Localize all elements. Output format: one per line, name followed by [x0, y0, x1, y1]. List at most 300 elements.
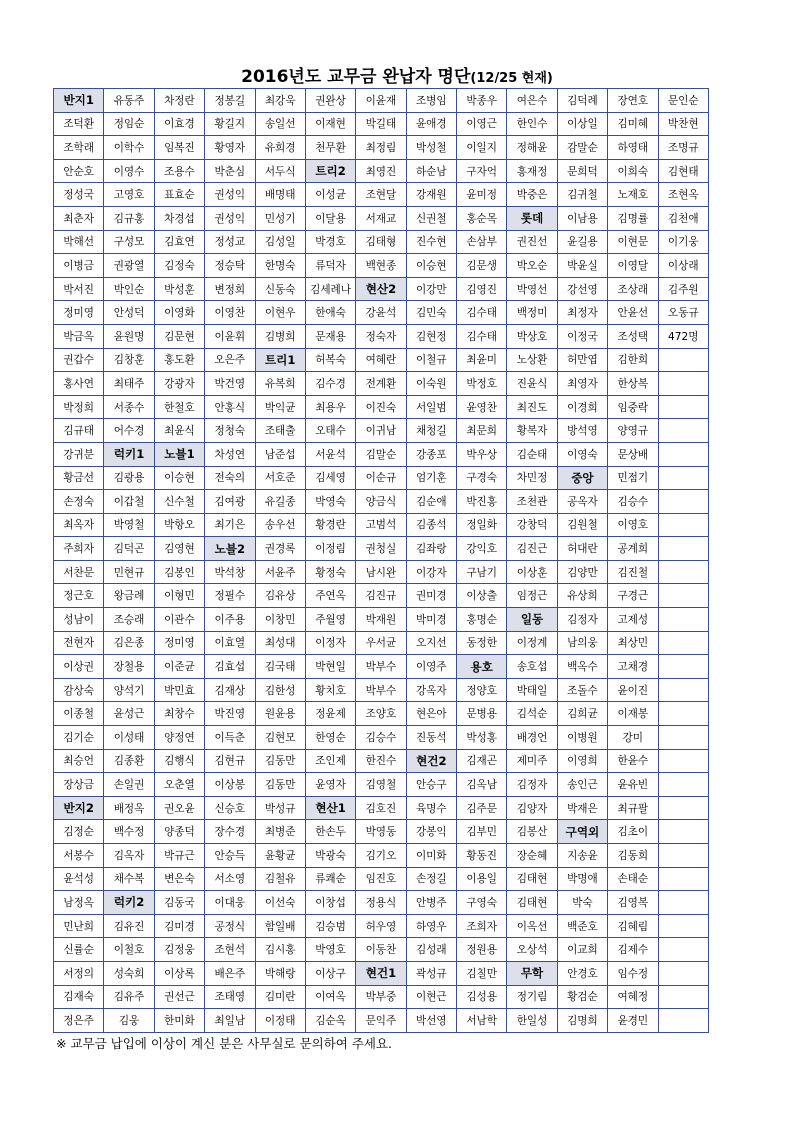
name-cell: 한윤수	[608, 749, 658, 773]
name-cell: 차정란	[154, 89, 204, 113]
name-cell: 박건영	[205, 372, 255, 396]
name-cell: 고제성	[608, 608, 658, 632]
name-cell: 김좌랑	[406, 537, 456, 561]
name-cell: 박진영	[205, 702, 255, 726]
name-cell: 정기림	[507, 985, 557, 1009]
name-cell: 이현근	[406, 985, 456, 1009]
name-cell: 이성균	[305, 183, 355, 207]
name-cell: 조병임	[406, 89, 456, 113]
table-row	[54, 820, 709, 844]
name-cell: 김옥자	[104, 844, 154, 868]
name-cell: 박윤실	[557, 254, 607, 278]
name-cell: 김덕곤	[104, 537, 154, 561]
name-cell: 최윤식	[154, 419, 204, 443]
name-cell: 김봉산	[507, 820, 557, 844]
name-cell: 김성일	[255, 230, 305, 254]
name-cell: 최윤미	[457, 348, 507, 372]
name-cell: 배경언	[507, 726, 557, 750]
name-cell: 양정연	[154, 726, 204, 750]
name-cell: 김민숙	[406, 301, 456, 325]
name-cell: 김문생	[457, 254, 507, 278]
name-cell: 이정림	[305, 537, 355, 561]
name-cell: 박성훈	[154, 277, 204, 301]
name-cell: 김수경	[305, 372, 355, 396]
name-cell: 서재교	[356, 206, 406, 230]
name-cell: 최용우	[305, 395, 355, 419]
table-row	[54, 112, 709, 136]
table-row	[54, 490, 709, 514]
name-cell: 이영달	[608, 254, 658, 278]
name-cell: 박오순	[507, 254, 557, 278]
name-cell: 강윤석	[356, 301, 406, 325]
name-cell: 조현달	[356, 183, 406, 207]
name-cell: 이영화	[154, 301, 204, 325]
name-cell: 김순태	[507, 442, 557, 466]
name-cell: 김광용	[104, 466, 154, 490]
name-cell: 박해선	[54, 230, 104, 254]
name-cell: 이기웅	[658, 230, 709, 254]
name-cell: 조돌수	[557, 678, 607, 702]
table-row	[54, 584, 709, 608]
name-cell: 김덕례	[557, 89, 607, 113]
empty-cell	[658, 608, 709, 632]
name-cell: 백수정	[104, 820, 154, 844]
name-cell: 방석영	[557, 419, 607, 443]
name-cell: 고범석	[356, 513, 406, 537]
name-cell: 김순애	[406, 490, 456, 514]
name-cell: 김승수	[608, 490, 658, 514]
name-cell: 이현문	[608, 230, 658, 254]
name-cell: 이대웅	[205, 891, 255, 915]
name-cell: 송호섭	[507, 655, 557, 679]
name-cell: 한영순	[305, 726, 355, 750]
name-cell: 김영철	[356, 773, 406, 797]
empty-cell	[658, 419, 709, 443]
name-cell: 남의웅	[557, 631, 607, 655]
name-cell: 하순남	[406, 159, 456, 183]
name-cell: 황경란	[305, 513, 355, 537]
name-cell: 권미경	[406, 584, 456, 608]
group-header-cell: 럭키2	[104, 891, 154, 915]
name-cell: 김수태	[457, 301, 507, 325]
name-cell: 진동석	[406, 726, 456, 750]
name-cell: 김승범	[305, 914, 355, 938]
name-cell: 이영수	[104, 159, 154, 183]
name-cell: 신승호	[205, 796, 255, 820]
name-cell: 장연호	[608, 89, 658, 113]
group-header-cell: 무학	[507, 961, 557, 985]
name-cell: 김정숙	[154, 254, 204, 278]
name-cell: 김주원	[658, 277, 709, 301]
group-header-cell: 트리2	[305, 159, 355, 183]
name-cell: 여은수	[507, 89, 557, 113]
name-cell: 권갑수	[54, 348, 104, 372]
table-row	[54, 466, 709, 490]
table-row	[54, 537, 709, 561]
name-cell: 김부민	[457, 820, 507, 844]
name-cell: 황동진	[457, 844, 507, 868]
name-cell: 임복진	[154, 136, 204, 160]
name-cell: 최상민	[608, 631, 658, 655]
empty-cell	[658, 678, 709, 702]
name-cell: 신동숙	[255, 277, 305, 301]
name-cell: 이상일	[557, 112, 607, 136]
name-cell: 서남학	[457, 1009, 507, 1033]
name-cell: 신수철	[154, 490, 204, 514]
name-cell: 최진도	[507, 395, 557, 419]
name-cell: 최영진	[356, 159, 406, 183]
name-cell: 이병금	[54, 254, 104, 278]
name-cell: 강종포	[406, 442, 456, 466]
name-cell: 박영호	[305, 938, 355, 962]
name-cell: 이상록	[154, 961, 204, 985]
name-cell: 어수경	[104, 419, 154, 443]
empty-cell	[658, 584, 709, 608]
name-cell: 감말순	[557, 136, 607, 160]
name-cell: 박익균	[255, 395, 305, 419]
name-cell: 류덕자	[305, 254, 355, 278]
name-cell: 정필수	[205, 584, 255, 608]
name-cell: 백옥수	[557, 655, 607, 679]
name-cell: 진수현	[406, 230, 456, 254]
name-cell: 윤길용	[557, 230, 607, 254]
name-cell: 김정순	[54, 820, 104, 844]
name-cell: 윤애경	[406, 112, 456, 136]
group-header-cell: 반지2	[54, 796, 104, 820]
name-cell: 김진규	[356, 584, 406, 608]
name-cell: 최성대	[255, 631, 305, 655]
name-cell: 박영숙	[305, 490, 355, 514]
name-cell: 정원용	[457, 938, 507, 962]
name-cell: 이숙원	[406, 372, 456, 396]
empty-cell	[658, 1009, 709, 1033]
name-cell: 조양호	[356, 702, 406, 726]
name-cell: 정미영	[154, 631, 204, 655]
name-cell: 이순규	[356, 466, 406, 490]
name-cell: 양금식	[356, 490, 406, 514]
name-cell: 이상훈	[507, 560, 557, 584]
name-cell: 김희균	[557, 702, 607, 726]
name-cell: 안병주	[406, 891, 456, 915]
name-cell: 민난희	[54, 914, 104, 938]
empty-cell	[658, 820, 709, 844]
table-row	[54, 749, 709, 773]
name-cell: 서윤석	[305, 442, 355, 466]
name-cell: 조인제	[305, 749, 355, 773]
name-cell: 오동규	[658, 301, 709, 325]
name-cell: 민성기	[255, 206, 305, 230]
name-cell: 양석기	[104, 678, 154, 702]
name-cell: 문병용	[457, 702, 507, 726]
name-cell: 하영태	[608, 136, 658, 160]
name-cell: 홍순목	[457, 206, 507, 230]
name-cell: 김철유	[255, 867, 305, 891]
name-cell: 박영철	[104, 513, 154, 537]
name-cell: 이동찬	[356, 938, 406, 962]
name-cell: 김유주	[104, 985, 154, 1009]
name-cell: 박춘심	[205, 159, 255, 183]
name-cell: 이득춘	[205, 726, 255, 750]
name-cell: 김영진	[457, 277, 507, 301]
name-cell: 안성덕	[104, 301, 154, 325]
name-cell: 최창수	[154, 702, 204, 726]
name-cell: 이여옥	[305, 985, 355, 1009]
name-cell: 전계환	[356, 372, 406, 396]
name-cell: 김규태	[54, 419, 104, 443]
name-cell: 유동주	[104, 89, 154, 113]
name-cell: 천무환	[305, 136, 355, 160]
name-cell: 변은숙	[154, 867, 204, 891]
name-cell: 문인순	[658, 89, 709, 113]
name-cell: 김문현	[154, 324, 204, 348]
name-cell: 손태순	[608, 867, 658, 891]
name-cell: 구영숙	[457, 891, 507, 915]
name-cell: 김동희	[608, 844, 658, 868]
name-cell: 정윤제	[305, 702, 355, 726]
roster-body	[54, 89, 709, 1033]
name-cell: 이영희	[557, 749, 607, 773]
name-cell: 이진숙	[356, 395, 406, 419]
table-row	[54, 560, 709, 584]
table-row	[54, 655, 709, 679]
roster-table	[53, 88, 709, 1033]
name-cell: 양종덕	[154, 820, 204, 844]
name-cell: 육명수	[406, 796, 456, 820]
name-cell: 우서균	[356, 631, 406, 655]
table-row	[54, 985, 709, 1009]
name-cell: 임중락	[608, 395, 658, 419]
name-cell: 이용일	[457, 867, 507, 891]
name-cell: 오은주	[205, 348, 255, 372]
name-cell: 박항오	[154, 513, 204, 537]
name-cell: 조현석	[205, 938, 255, 962]
group-header-cell: 반지1	[54, 89, 104, 113]
name-cell: 박길태	[356, 112, 406, 136]
empty-cell	[658, 395, 709, 419]
empty-cell	[658, 749, 709, 773]
name-cell: 현은아	[406, 702, 456, 726]
name-cell: 이정자	[305, 631, 355, 655]
name-cell: 박영선	[507, 277, 557, 301]
table-row	[54, 867, 709, 891]
name-cell: 최옥자	[54, 513, 104, 537]
name-cell: 박서진	[54, 277, 104, 301]
name-cell: 박광숙	[305, 844, 355, 868]
name-cell: 김정자	[557, 608, 607, 632]
name-cell: 김봉인	[154, 560, 204, 584]
name-cell: 이재봉	[608, 702, 658, 726]
name-cell: 김주문	[457, 796, 507, 820]
name-cell: 홍재정	[507, 159, 557, 183]
name-cell: 박부수	[356, 678, 406, 702]
name-cell: 정은주	[54, 1009, 104, 1033]
name-cell: 최춘자	[54, 206, 104, 230]
name-cell: 박정희	[54, 395, 104, 419]
name-cell: 정미영	[54, 301, 104, 325]
name-cell: 윤유빈	[608, 773, 658, 797]
table-row	[54, 348, 709, 372]
name-cell: 김명희	[557, 1009, 607, 1033]
name-cell: 윤원명	[104, 324, 154, 348]
name-cell: 문익주	[356, 1009, 406, 1033]
table-row	[54, 631, 709, 655]
name-cell: 공옥자	[557, 490, 607, 514]
empty-cell	[658, 938, 709, 962]
name-cell: 박중은	[507, 183, 557, 207]
name-cell: 구성모	[104, 230, 154, 254]
name-cell: 박상호	[507, 324, 557, 348]
name-cell: 하영우	[406, 914, 456, 938]
name-cell: 정일화	[457, 513, 507, 537]
name-cell: 김혜림	[608, 914, 658, 938]
empty-cell	[658, 891, 709, 915]
name-cell: 한명숙	[255, 254, 305, 278]
name-cell: 권진선	[507, 230, 557, 254]
name-cell: 정양호	[457, 678, 507, 702]
name-cell: 권성익	[205, 206, 255, 230]
name-cell: 이현우	[255, 301, 305, 325]
name-cell: 박금옥	[54, 324, 104, 348]
name-cell: 김양만	[557, 560, 607, 584]
name-cell: 여혜란	[356, 348, 406, 372]
name-cell: 조상래	[608, 277, 658, 301]
name-cell: 안승득	[205, 844, 255, 868]
name-cell: 김진철	[608, 560, 658, 584]
name-cell: 이남용	[557, 206, 607, 230]
name-cell: 김한희	[608, 348, 658, 372]
name-cell: 이정국	[557, 324, 607, 348]
name-cell: 황금선	[54, 466, 104, 490]
table-row	[54, 844, 709, 868]
name-cell: 이희숙	[608, 159, 658, 183]
name-cell: 권청실	[356, 537, 406, 561]
name-cell: 서정의	[54, 961, 104, 985]
name-cell: 정근호	[54, 584, 104, 608]
name-cell: 김정웅	[154, 938, 204, 962]
name-cell: 김한성	[255, 678, 305, 702]
name-cell: 한미화	[154, 1009, 204, 1033]
name-cell: 김동만	[255, 773, 305, 797]
name-cell: 이옥선	[507, 914, 557, 938]
empty-cell	[658, 631, 709, 655]
name-cell: 박해랑	[255, 961, 305, 985]
name-cell: 황정숙	[305, 560, 355, 584]
name-cell: 이관수	[154, 608, 204, 632]
name-cell: 이성태	[104, 726, 154, 750]
name-cell: 박성홍	[457, 726, 507, 750]
name-cell: 서봉수	[54, 844, 104, 868]
name-cell: 동정한	[457, 631, 507, 655]
name-cell: 윤황균	[255, 844, 305, 868]
name-cell: 조태출	[255, 419, 305, 443]
name-cell: 허만엽	[557, 348, 607, 372]
name-cell: 정봉길	[205, 89, 255, 113]
empty-cell	[658, 985, 709, 1009]
name-cell: 감상숙	[54, 678, 104, 702]
name-cell: 최기은	[205, 513, 255, 537]
name-cell: 채청길	[406, 419, 456, 443]
name-cell: 진윤식	[507, 372, 557, 396]
name-cell: 김천애	[658, 206, 709, 230]
name-cell: 박미경	[406, 608, 456, 632]
empty-cell	[658, 372, 709, 396]
name-cell: 이학수	[104, 136, 154, 160]
name-cell: 이정계	[507, 631, 557, 655]
name-cell: 이효경	[154, 112, 204, 136]
name-cell: 황검순	[557, 985, 607, 1009]
name-cell: 이갑철	[104, 490, 154, 514]
name-cell: 김양자	[507, 796, 557, 820]
name-cell: 김웅	[104, 1009, 154, 1033]
name-cell: 김동만	[255, 749, 305, 773]
name-cell: 안경호	[557, 961, 607, 985]
name-cell: 민현규	[104, 560, 154, 584]
name-cell: 임수정	[608, 961, 658, 985]
name-cell: 윤성근	[104, 702, 154, 726]
name-cell: 박태일	[507, 678, 557, 702]
name-cell: 김태현	[507, 867, 557, 891]
name-cell: 문희덕	[557, 159, 607, 183]
table-row	[54, 372, 709, 396]
name-cell: 고영호	[104, 183, 154, 207]
name-cell: 김정자	[507, 773, 557, 797]
name-cell: 이종철	[54, 702, 104, 726]
name-cell: 서종수	[104, 395, 154, 419]
name-cell: 김기순	[54, 726, 104, 750]
name-cell: 안홍식	[205, 395, 255, 419]
name-cell: 박진홍	[457, 490, 507, 514]
name-cell: 오지선	[406, 631, 456, 655]
name-cell: 박재원	[356, 608, 406, 632]
name-cell: 이선숙	[255, 891, 305, 915]
name-cell: 강미	[608, 726, 658, 750]
name-cell: 이미화	[406, 844, 456, 868]
name-cell: 유상희	[557, 584, 607, 608]
name-cell: 김국태	[255, 655, 305, 679]
name-cell: 김병희	[255, 324, 305, 348]
name-cell: 고채경	[608, 655, 658, 679]
table-row	[54, 89, 709, 113]
name-cell: 남준섭	[255, 442, 305, 466]
name-cell: 서윤주	[255, 560, 305, 584]
name-cell: 공정식	[205, 914, 255, 938]
name-cell: 안윤선	[608, 301, 658, 325]
name-cell: 권성익	[205, 183, 255, 207]
name-cell: 이달용	[305, 206, 355, 230]
name-cell: 조용수	[154, 159, 204, 183]
empty-cell	[658, 726, 709, 750]
name-cell: 성남이	[54, 608, 104, 632]
name-cell: 백준호	[557, 914, 607, 938]
name-cell: 이영주	[406, 655, 456, 679]
name-cell: 손정숙	[54, 490, 104, 514]
name-cell: 정숙자	[356, 324, 406, 348]
name-cell: 조명규	[658, 136, 709, 160]
name-cell: 성숙희	[104, 961, 154, 985]
name-cell: 김종석	[406, 513, 456, 537]
name-cell: 박재은	[557, 796, 607, 820]
name-cell: 구경근	[608, 584, 658, 608]
name-cell: 김재상	[205, 678, 255, 702]
name-cell: 조학래	[54, 136, 104, 160]
name-cell: 구경숙	[457, 466, 507, 490]
empty-cell	[658, 702, 709, 726]
name-cell: 김효섭	[205, 655, 255, 679]
name-cell: 김수태	[457, 324, 507, 348]
name-cell: 권광열	[104, 254, 154, 278]
name-cell: 이귀남	[356, 419, 406, 443]
name-cell: 송우선	[255, 513, 305, 537]
